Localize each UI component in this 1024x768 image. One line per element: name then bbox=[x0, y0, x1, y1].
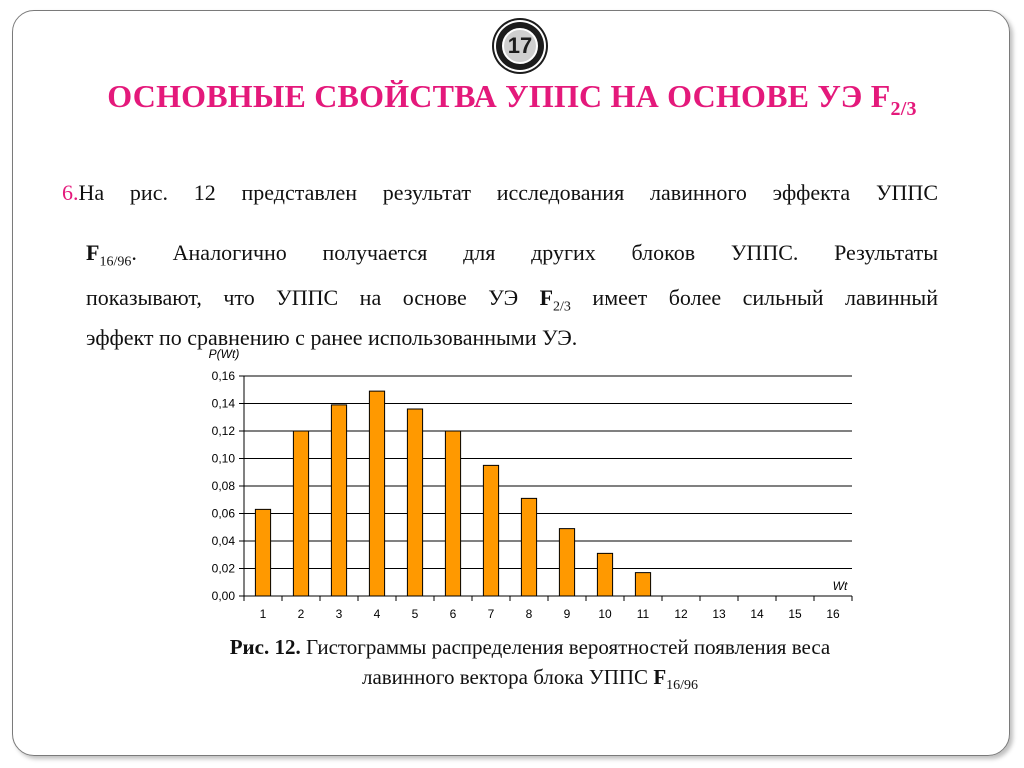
slide-title bbox=[0, 78, 1024, 121]
slide-title-sub: 2/3 bbox=[890, 98, 917, 120]
x-tick-label: 15 bbox=[788, 607, 802, 621]
x-tick-label: 12 bbox=[674, 607, 688, 621]
y-tick-label: 0,14 bbox=[211, 396, 235, 411]
f-symbol: F bbox=[86, 240, 100, 265]
bar bbox=[597, 553, 612, 596]
x-tick-label: 4 bbox=[373, 607, 381, 621]
x-tick-label: 8 bbox=[525, 607, 533, 621]
y-tick-label: 0,04 bbox=[211, 534, 235, 548]
figure-caption bbox=[180, 632, 880, 701]
paragraph-line-4: эффект по сравнению с ранее использованными УЭ. bbox=[86, 324, 578, 350]
slide-number-badge bbox=[496, 22, 544, 70]
x-tick-label: 5 bbox=[411, 607, 419, 621]
x-tick-label: 16 bbox=[826, 607, 840, 621]
x-tick-label: 10 bbox=[598, 607, 612, 621]
item-number: 6. bbox=[62, 180, 79, 205]
y-tick-label: 0,16 bbox=[211, 369, 235, 383]
y-tick-label: 0,02 bbox=[211, 561, 235, 576]
y-tick-label: 0,06 bbox=[211, 506, 235, 521]
bar bbox=[369, 391, 384, 596]
x-tick-label: 14 bbox=[750, 607, 764, 621]
x-tick-label: 1 bbox=[259, 607, 267, 621]
bar bbox=[635, 573, 650, 596]
x-tick-label: 7 bbox=[487, 607, 495, 621]
bar bbox=[293, 431, 308, 596]
caption-f-symbol: F bbox=[653, 665, 667, 689]
y-tick-label: 0,00 bbox=[211, 589, 235, 603]
paragraph-line-3-start: показывают, что УППС на основе УЭ bbox=[86, 285, 540, 311]
bar bbox=[407, 409, 422, 596]
bar bbox=[255, 509, 270, 596]
bar bbox=[521, 498, 536, 596]
f-symbol-2: F bbox=[539, 285, 554, 311]
x-axis-title: Wt bbox=[832, 579, 848, 593]
caption-text-2: лавинного вектора блока УППС bbox=[361, 665, 654, 689]
y-tick-label: 0,08 bbox=[211, 479, 235, 493]
bar bbox=[559, 529, 574, 596]
probability-histogram bbox=[190, 340, 860, 630]
caption-text-1: Гистограммы распределения вероятностей появления веса bbox=[300, 635, 831, 659]
x-tick-label: 6 bbox=[449, 607, 457, 621]
x-tick-label: 13 bbox=[712, 607, 726, 621]
paragraph-line-1 bbox=[62, 178, 938, 208]
chart-bars bbox=[255, 391, 650, 596]
f-subscript-2: 2/3 bbox=[553, 299, 571, 315]
x-tick-label: 11 bbox=[636, 607, 650, 621]
bar bbox=[331, 405, 346, 596]
bar bbox=[445, 431, 460, 596]
paragraph-continuation bbox=[86, 238, 938, 353]
y-tick-label: 0,10 bbox=[211, 451, 235, 466]
bar bbox=[483, 465, 498, 596]
x-tick-label: 9 bbox=[563, 607, 571, 621]
paragraph-line-2-text: . Аналогично получается для других блоков УППС. Результаты bbox=[131, 240, 938, 265]
paragraph-line-1-text: На рис. 12 представлен результат исследования лавинного эффекта УППС bbox=[78, 180, 938, 205]
x-tick-label: 2 bbox=[297, 607, 305, 621]
paragraph-line-3 bbox=[86, 283, 938, 322]
slide-number: 17 bbox=[502, 28, 538, 64]
y-tick-label: 0,12 bbox=[211, 424, 235, 438]
f-subscript: 16/96 bbox=[99, 254, 132, 270]
y-axis-title: P(Wt) bbox=[208, 347, 240, 361]
caption-figure-number: Рис. 12. bbox=[229, 635, 301, 659]
slide-title-main: ОСНОВНЫЕ СВОЙСТВА УППС НА ОСНОВЕ УЭ F bbox=[107, 78, 891, 114]
x-tick-label: 3 bbox=[335, 607, 343, 621]
caption-f-subscript: 16/96 bbox=[666, 678, 699, 694]
paragraph-line-2 bbox=[86, 238, 938, 277]
paragraph-line-3-end: имеет более сильный лавинный bbox=[570, 285, 938, 311]
